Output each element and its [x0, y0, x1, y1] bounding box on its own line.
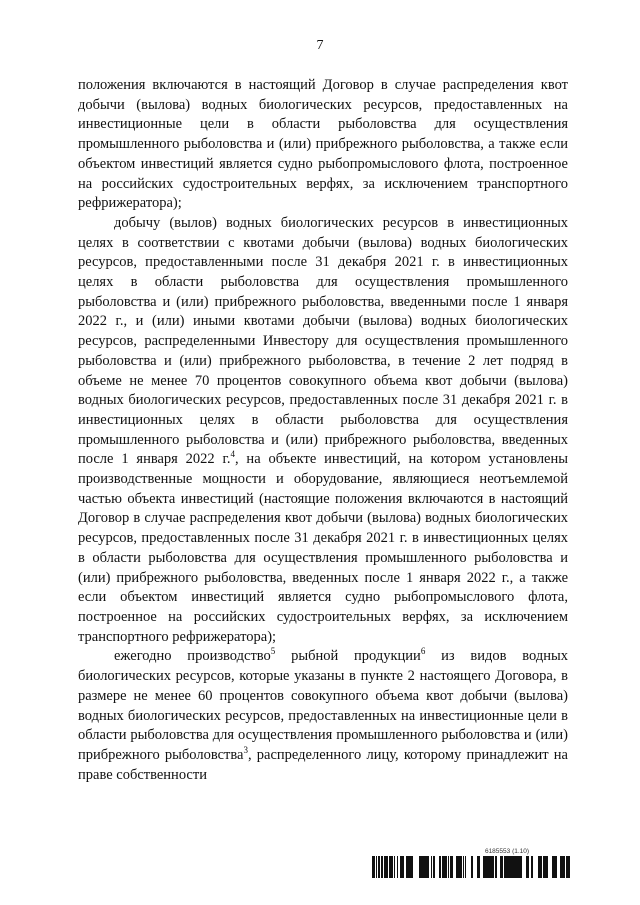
- barcode-bar: [541, 856, 542, 878]
- barcode-bar: [442, 856, 444, 878]
- footnote-ref: 3: [243, 745, 248, 756]
- barcode-bar: [566, 856, 567, 878]
- barcode-bar: [489, 856, 491, 878]
- barcode-bar: [504, 856, 505, 878]
- barcode-bar: [446, 856, 447, 878]
- barcode-bar: [390, 856, 392, 878]
- barcode-bar: [483, 856, 485, 878]
- barcode-bar: [507, 856, 508, 878]
- barcode-bar: [495, 856, 496, 878]
- barcode-bar: [389, 856, 390, 878]
- barcode-bar: [421, 856, 422, 878]
- barcode-bar: [505, 856, 506, 878]
- barcode-bar: [400, 856, 402, 878]
- barcode-bar: [538, 856, 540, 878]
- barcode-bar: [382, 856, 383, 878]
- barcode-bar: [555, 856, 556, 878]
- barcode-bar: [543, 856, 545, 878]
- barcode-bar: [422, 856, 423, 878]
- barcode-bar: [511, 856, 513, 878]
- barcode-bar: [520, 856, 522, 878]
- barcode-bar: [471, 856, 473, 878]
- barcode-bar: [556, 856, 557, 878]
- paragraph-text: добычу (вылов) водных биологических ресурсов в инвестиционных целях в соответствии с квотами добычи (вылова) водных биологических ресурсов, предоставленными после 31 декабря 2021 г. в инвестиционных целях в области рыболовства для осуществления промышленного рыболовства и (или) прибрежного рыболовства, введенными после 1 января 2022 г., и (или) иными квотами добычи (вылова) водных биологических ресурсов, распределенными Инвестору для осуществления промышленного рыболовства и (или) прибрежного рыболовства, в течение 2 лет подряд в объеме не менее 70 процентов совокупного объема квот добычи (вылова) водных биологических ресурсов, предоставленных после 31 декабря 2021 г. в инвестиционных целях в области рыболовства для осуществления промышленного рыболовства и (или) прибрежного рыболовства, введенных после 1 января 2022 г.: [78, 214, 568, 468]
- barcode-bar: [563, 856, 564, 878]
- barcode-bar: [531, 856, 532, 878]
- barcode-bar: [451, 856, 452, 878]
- barcode-bar: [553, 856, 555, 878]
- barcode-bar: [540, 856, 541, 878]
- paragraph-text: из видов водных биологических ресурсов, которые указаны в пункте 2 настоящего Договора, в размере не менее 60 процентов совокупного объема квот добычи (вылова) водных биологических ресурсов, предоставленных на инвестиционные цели в области рыболовства для осуществления промышленного рыболовства и (или) прибрежного рыболовства: [78, 648, 569, 763]
- barcode-bar: [392, 856, 393, 878]
- barcode-bar: [411, 856, 413, 878]
- barcode-bar: [426, 856, 428, 878]
- barcode-bar: [381, 856, 382, 878]
- barcode-bar: [569, 856, 570, 878]
- barcode-bar: [378, 856, 380, 878]
- barcode-bar: [545, 856, 547, 878]
- barcode-bar: [384, 856, 386, 878]
- barcode-bar: [509, 856, 511, 878]
- barcode-bar: [501, 856, 503, 878]
- barcode-bar: [547, 856, 548, 878]
- page-number: 7: [316, 38, 324, 53]
- barcode-bar: [496, 856, 497, 878]
- barcode-bar: [528, 856, 529, 878]
- barcode-bar: [458, 856, 459, 878]
- barcode-bar: [433, 856, 435, 878]
- document-body: [78, 76, 568, 785]
- paragraph: [78, 647, 568, 785]
- barcode-bar: [397, 856, 398, 878]
- paragraph-text: , распределенного лицу, которому принадлежит на праве собственности: [78, 746, 568, 783]
- barcode-bar: [493, 856, 494, 878]
- barcode-bar: [440, 856, 441, 878]
- barcode-bar: [526, 856, 528, 878]
- barcode-bar: [465, 856, 466, 878]
- barcode-bar: [463, 856, 464, 878]
- barcode-bar: [568, 856, 569, 878]
- barcode-bar: [562, 856, 563, 878]
- barcode-bar: [459, 856, 461, 878]
- barcode-bar: [423, 856, 426, 878]
- barcode-bar: [485, 856, 488, 878]
- barcode-bar: [567, 856, 568, 878]
- paragraph-text: рыбной продукции: [275, 648, 421, 665]
- barcode-bar: [491, 856, 493, 878]
- barcode-bar: [372, 856, 373, 878]
- barcode-bar: [408, 856, 410, 878]
- paragraph-text: ежегодно производство: [114, 648, 271, 665]
- paragraph-text: положения включаются в настоящий Договор в случае распределения квот добычи (вылова) водных биологических ресурсов, предоставленных на инвестиционные цели в области рыболовства для осуществления промышленного рыболовства и (или) прибрежного рыболовства, а также если объектом инвестиций является судно рыбопромыслового флота, построенное на российских судостроительных верфях, за исключением транспортного рефрижератора);: [78, 77, 568, 212]
- barcode-bar: [445, 856, 446, 878]
- barcode-bar: [506, 856, 507, 878]
- barcode-bar: [519, 856, 520, 878]
- barcode-bar: [564, 856, 565, 878]
- barcode-bar: [456, 856, 458, 878]
- paragraph-text: , на объекте инвестиций, на котором установлены производственные мощности и оборудование, являющиеся неотъемлемой частью объекта инвестиций (настоящие положения включаются в настоящий Договор в случае распределения квот добычи (вылова) водных биологических ресурсов, предоставленных после 31 декабря 2021 г. в инвестиционных целях в области рыболовства для осуществления промышленного рыболовства и (или) прибрежного рыболовства, введенных после 1 января 2022 г., а также если объектом инвестиций является судно рыбопромыслового флота, построенное на российских судостроительных верфях, за исключением транспортного рефрижератора);: [78, 451, 568, 645]
- barcode-bar: [500, 856, 501, 878]
- barcode-bar: [386, 856, 388, 878]
- barcode-bar: [513, 856, 514, 878]
- barcode-bar: [407, 856, 408, 878]
- barcode-bar: [431, 856, 432, 878]
- barcode-bar: [373, 856, 374, 878]
- barcode-bar: [518, 856, 519, 878]
- barcode-bar: [461, 856, 462, 878]
- barcode-bar: [515, 856, 518, 878]
- barcode-bar: [561, 856, 562, 878]
- barcode-bar: [376, 856, 377, 878]
- barcode-bar: [406, 856, 407, 878]
- footnote-ref: 5: [270, 646, 276, 657]
- barcode-bar: [448, 856, 449, 878]
- footnote-ref: 4: [230, 449, 235, 460]
- footnote-ref: 6: [420, 646, 426, 657]
- barcode-bar: [428, 856, 429, 878]
- barcode-bar: [552, 856, 553, 878]
- barcode-bar: [450, 856, 451, 878]
- barcode-bar: [560, 856, 561, 878]
- barcode-image: [372, 856, 570, 878]
- barcode-bar: [403, 856, 404, 878]
- barcode-bar: [439, 856, 440, 878]
- document-code: 6185553 (1.10): [484, 848, 530, 855]
- barcode-bar: [477, 856, 480, 878]
- barcode-bar: [508, 856, 509, 878]
- barcode-bar: [419, 856, 421, 878]
- paragraph: [78, 76, 568, 214]
- barcode-bar: [488, 856, 489, 878]
- barcode-bar: [394, 856, 395, 878]
- paragraph: [78, 214, 568, 647]
- barcode-bar: [444, 856, 445, 878]
- barcode-bar: [514, 856, 515, 878]
- barcode-bar: [410, 856, 411, 878]
- barcode-bar: [452, 856, 453, 878]
- barcode-bar: [532, 856, 533, 878]
- barcode-bar: [374, 856, 375, 878]
- barcode-bar: [402, 856, 403, 878]
